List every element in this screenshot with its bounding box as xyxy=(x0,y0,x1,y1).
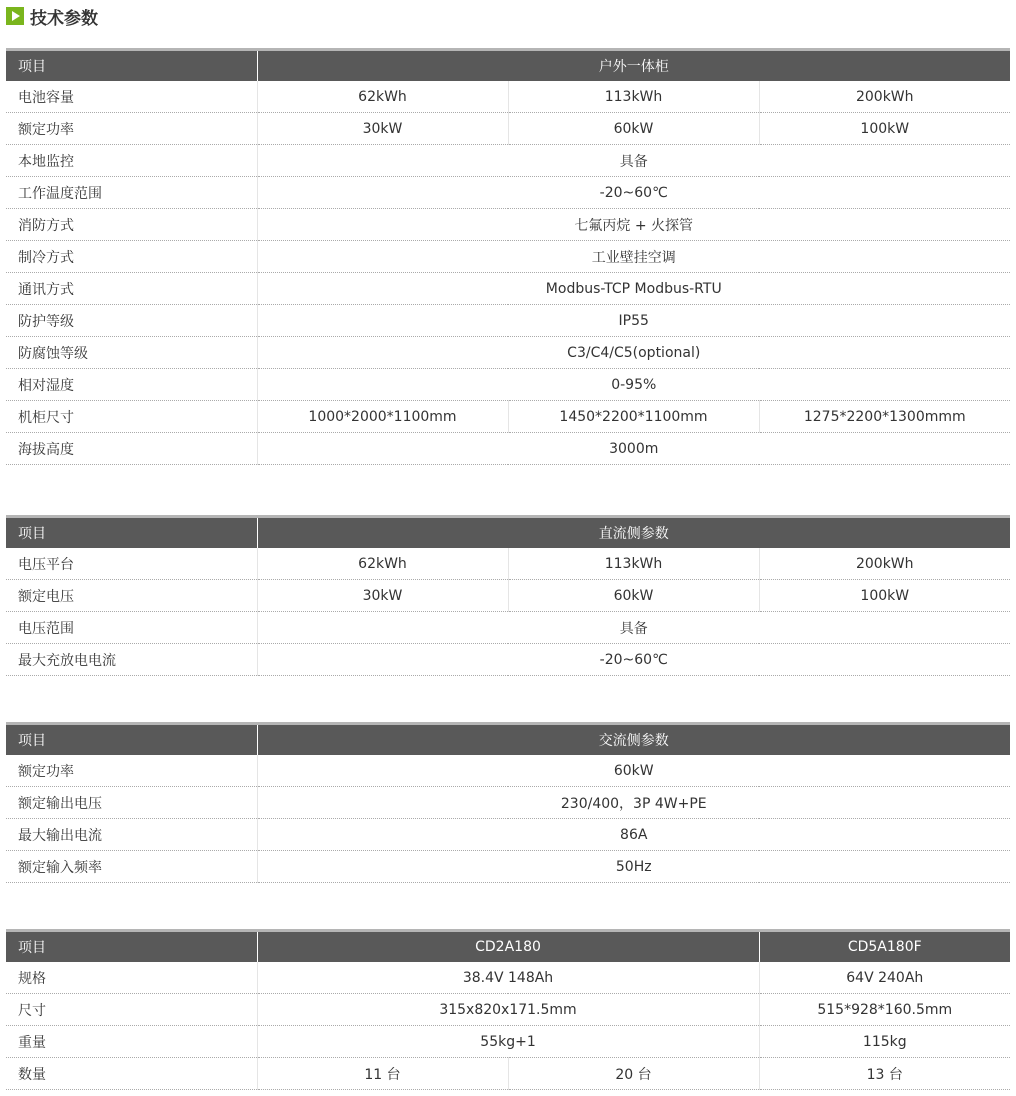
play-icon xyxy=(6,7,24,25)
cell: -20~60℃ xyxy=(257,644,1010,676)
table-row xyxy=(6,787,1010,819)
cell: -20~60℃ xyxy=(257,177,1010,209)
row-label: 海拔高度 xyxy=(6,433,257,465)
row-label: 重量 xyxy=(6,1026,257,1058)
header-cell: 直流侧参数 xyxy=(257,517,1010,549)
header-cell: CD5A180F xyxy=(759,931,1010,963)
row-label: 消防方式 xyxy=(6,209,257,241)
row-label: 额定输入频率 xyxy=(6,851,257,883)
cell: 115kg xyxy=(759,1026,1010,1058)
cell: 230/400，3P 4W+PE xyxy=(257,787,1010,819)
row-label: 制冷方式 xyxy=(6,241,257,273)
cell: 100kW xyxy=(759,580,1010,612)
cell: 62kWh xyxy=(257,548,508,580)
row-label: 最大输出电流 xyxy=(6,819,257,851)
table-row xyxy=(6,548,1010,580)
row-label: 额定输出电压 xyxy=(6,787,257,819)
cell: 113kWh xyxy=(508,81,759,113)
section-title-text: 技术参数 xyxy=(30,8,98,29)
table-row xyxy=(6,1026,1010,1058)
header-cell: CD2A180 xyxy=(257,931,759,963)
table-row xyxy=(6,819,1010,851)
table-row xyxy=(6,433,1010,465)
cell: 38.4V 148Ah xyxy=(257,962,759,994)
cell: IP55 xyxy=(257,305,1010,337)
table-row xyxy=(6,851,1010,883)
header-cell: 项目 xyxy=(6,517,257,549)
table-row xyxy=(6,644,1010,676)
table-row xyxy=(6,273,1010,305)
cell: 30kW xyxy=(257,580,508,612)
cell: 100kW xyxy=(759,113,1010,145)
row-label: 电压平台 xyxy=(6,548,257,580)
table-row xyxy=(6,145,1010,177)
table-row xyxy=(6,209,1010,241)
table-row xyxy=(6,962,1010,994)
cell: 60kW xyxy=(257,755,1010,787)
table-row xyxy=(6,755,1010,787)
cell: C3/C4/C5(optional) xyxy=(257,337,1010,369)
header-cell: 项目 xyxy=(6,724,257,756)
table-row xyxy=(6,241,1010,273)
row-label: 最大充放电电流 xyxy=(6,644,257,676)
table-row xyxy=(6,177,1010,209)
table-row xyxy=(6,337,1010,369)
cell: 11 台 xyxy=(257,1058,508,1090)
table-row xyxy=(6,81,1010,113)
cell: 0-95% xyxy=(257,369,1010,401)
table-row xyxy=(6,369,1010,401)
cell: 30kW xyxy=(257,113,508,145)
cell: 具备 xyxy=(257,612,1010,644)
cell: 64V 240Ah xyxy=(759,962,1010,994)
row-label: 防腐蚀等级 xyxy=(6,337,257,369)
cell: 工业壁挂空调 xyxy=(257,241,1010,273)
cell: 315x820x171.5mm xyxy=(257,994,759,1026)
table-header-row xyxy=(6,931,1010,963)
row-label: 电池容量 xyxy=(6,81,257,113)
row-label: 额定功率 xyxy=(6,113,257,145)
cell: 3000m xyxy=(257,433,1010,465)
row-label: 通讯方式 xyxy=(6,273,257,305)
row-label: 相对湿度 xyxy=(6,369,257,401)
row-label: 工作温度范围 xyxy=(6,177,257,209)
header-cell: 户外一体柜 xyxy=(257,50,1010,82)
cell: 200kWh xyxy=(759,81,1010,113)
section-title xyxy=(6,4,98,28)
row-label: 本地监控 xyxy=(6,145,257,177)
row-label: 防护等级 xyxy=(6,305,257,337)
table-row xyxy=(6,401,1010,433)
cell: 1275*2200*1300mmm xyxy=(759,401,1010,433)
table-row xyxy=(6,113,1010,145)
row-label: 数量 xyxy=(6,1058,257,1090)
spec-table-cabinet xyxy=(6,48,1010,465)
cell: 86A xyxy=(257,819,1010,851)
cell: 20 台 xyxy=(508,1058,759,1090)
spec-table-dc xyxy=(6,515,1010,676)
table-row xyxy=(6,305,1010,337)
cell: 60kW xyxy=(508,580,759,612)
header-cell: 项目 xyxy=(6,50,257,82)
cell: 具备 xyxy=(257,145,1010,177)
cell: Modbus-TCP Modbus-RTU xyxy=(257,273,1010,305)
row-label: 机柜尺寸 xyxy=(6,401,257,433)
table-header-row xyxy=(6,50,1010,82)
cell: 62kWh xyxy=(257,81,508,113)
spec-table-battery xyxy=(6,929,1010,1090)
header-cell: 交流侧参数 xyxy=(257,724,1010,756)
cell: 七氟丙烷 + 火探管 xyxy=(257,209,1010,241)
cell: 13 台 xyxy=(759,1058,1010,1090)
row-label: 电压范围 xyxy=(6,612,257,644)
cell: 113kWh xyxy=(508,548,759,580)
table-row xyxy=(6,580,1010,612)
table-row xyxy=(6,1058,1010,1090)
cell: 60kW xyxy=(508,113,759,145)
row-label: 额定功率 xyxy=(6,755,257,787)
cell: 50Hz xyxy=(257,851,1010,883)
table-row xyxy=(6,994,1010,1026)
cell: 55kg+1 xyxy=(257,1026,759,1058)
row-label: 规格 xyxy=(6,962,257,994)
row-label: 尺寸 xyxy=(6,994,257,1026)
table-header-row xyxy=(6,724,1010,756)
header-cell: 项目 xyxy=(6,931,257,963)
table-header-row xyxy=(6,517,1010,549)
table-row xyxy=(6,612,1010,644)
cell: 1000*2000*1100mm xyxy=(257,401,508,433)
row-label: 额定电压 xyxy=(6,580,257,612)
spec-table-ac xyxy=(6,722,1010,883)
cell: 200kWh xyxy=(759,548,1010,580)
cell: 515*928*160.5mm xyxy=(759,994,1010,1026)
cell: 1450*2200*1100mm xyxy=(508,401,759,433)
